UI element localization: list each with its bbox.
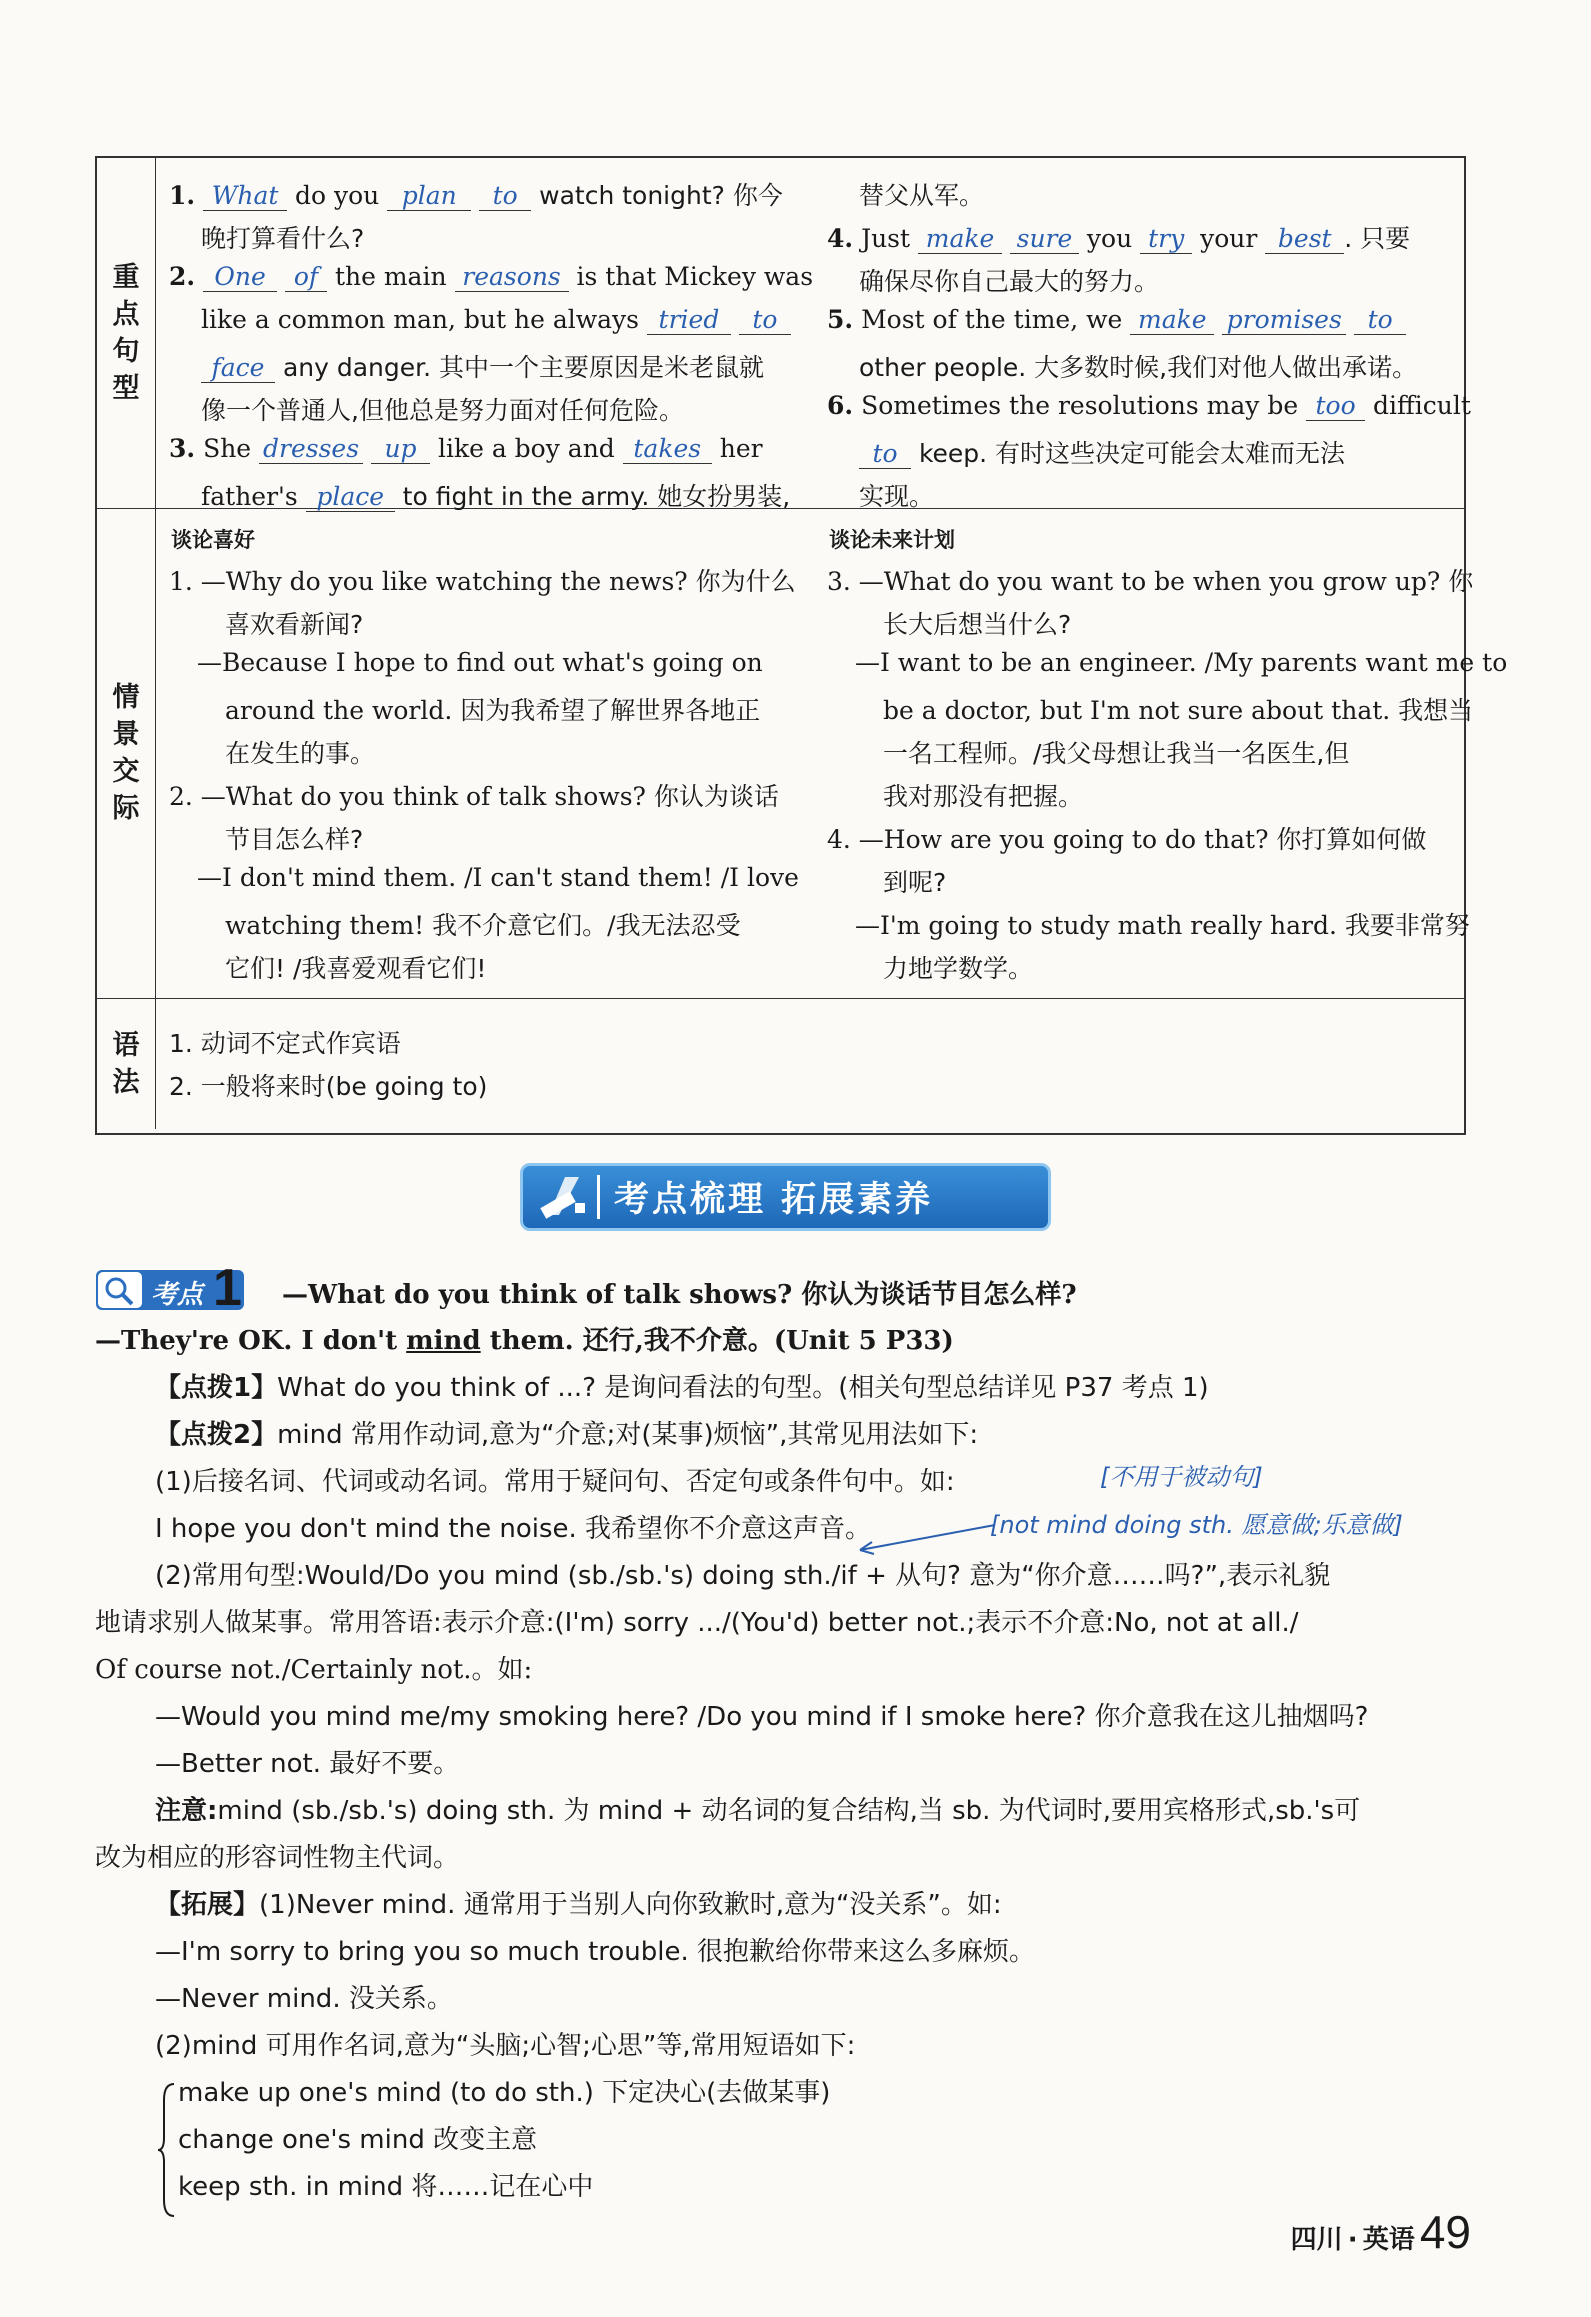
question-line: —What do you think of talk shows? 你认为谈话节目怎么样? (282, 1280, 1077, 1310)
answer-blank: promises (1222, 306, 1346, 335)
text: is that Mickey was (568, 262, 814, 291)
sentence-6-line2 (859, 434, 1345, 470)
example-line: —Never mind. 没关系。 (155, 1984, 453, 2014)
answer-blank: make (1130, 306, 1214, 335)
text: like a boy and (430, 434, 623, 463)
answer-blank: place (306, 483, 395, 512)
answer-blank: up (371, 435, 430, 464)
sentence-6 (827, 391, 1471, 421)
answer-blank: takes (623, 435, 712, 464)
answer-blank: plan (387, 182, 471, 211)
item-number: 4. (827, 224, 854, 253)
phrase-item: make up one's mind (to do sth.) 下定决心(去做某事) (178, 2078, 831, 2108)
item-number: 6. (827, 391, 854, 420)
answer-blank: to (859, 440, 911, 469)
sentence-2-line4: 像一个普通人,但他总是努力面对任何危险。 (201, 396, 684, 425)
tip-label: 【点拨2】 (155, 1420, 278, 1450)
dialogue-line: 力地学数学。 (883, 954, 1034, 983)
label-char: 法 (112, 1066, 140, 1098)
text (277, 262, 285, 291)
dialogue-line: around the world. 因为我希望了解世界各地正 (225, 696, 761, 725)
usage-1: (1)后接名词、代词或动名词。常用于疑问句、否定句或条件句中。如: (155, 1467, 955, 1497)
label-char: 情 (112, 682, 140, 713)
text: watch tonight? 你今 (531, 181, 783, 210)
text (1002, 224, 1010, 253)
subsection-title-likes: 谈论喜好 (171, 528, 255, 552)
text: —They're OK. I don't (95, 1326, 407, 1356)
text: them. 还行,我不介意。(Unit 5 P33) (480, 1326, 954, 1356)
page-number: 49 (1419, 2206, 1471, 2258)
text: the main (327, 262, 455, 291)
answer-blank: make (918, 225, 1002, 254)
text: difficult (1365, 391, 1471, 420)
text: like a common man, but he always (201, 305, 647, 334)
handwritten-note: [not mind doing sth. 愿意做;乐意做] (990, 1511, 1403, 1539)
extension-2: (2)mind 可用作名词,意为“头脑;心智;心思”等,常用短语如下: (155, 2031, 856, 2061)
brace-icon (158, 2080, 178, 2220)
answer-line (95, 1320, 954, 1357)
answer-blank: What (203, 182, 287, 211)
note-line-cont: 改为相应的形容词性物主代词。 (95, 1843, 460, 1873)
text: mind 常用作动词,意为“介意;对(某事)烦恼”,其常见用法如下: (277, 1420, 979, 1450)
sentence-2 (169, 262, 813, 292)
text: Most of the time, we (861, 305, 1131, 334)
kaodian-tag (95, 1259, 257, 1317)
text: your (1192, 224, 1266, 253)
pencil-ruler-icon (535, 1169, 591, 1225)
text: mind (sb./sb.'s) doing sth. 为 mind + 动名词的复合结构,当 sb. 为代词时,要用宾格形式,sb.'s可 (217, 1796, 1361, 1826)
answer-blank: to (739, 306, 791, 335)
text: her (711, 434, 763, 463)
text (731, 305, 739, 334)
sentence-1 (169, 176, 783, 212)
answer-blank: reasons (455, 263, 569, 292)
dialogue-line: 在发生的事。 (225, 739, 376, 768)
footer-subject: 英语 (1362, 2225, 1415, 2255)
label-char: 交 (112, 756, 140, 787)
text: Sometimes the resolutions may be (861, 391, 1307, 420)
example-line: —Better not. 最好不要。 (155, 1749, 460, 1779)
dialogue-line: 我对那没有把握。 (883, 782, 1084, 811)
label-char: 重 (112, 262, 140, 293)
sentence-6-line3: 实现。 (859, 482, 935, 511)
table-row-situational-dialogue (97, 508, 1508, 999)
answer-blank: One (203, 263, 277, 292)
dialogue-line: 一名工程师。/我父母想让我当一名医生,但 (883, 739, 1350, 768)
label-char: 点 (112, 299, 140, 330)
text: father's (201, 482, 306, 511)
label-char: 句 (112, 336, 140, 367)
footer-region: 四川 (1290, 2225, 1343, 2255)
dialogue-line: 节目怎么样? (225, 825, 364, 854)
answer-blank: sure (1010, 225, 1079, 254)
sentence-4-cont: 确保尽你自己最大的努力。 (859, 267, 1160, 296)
text (1214, 305, 1222, 334)
kaodian-number: 1 (213, 1259, 242, 1317)
grammar-item: 1. 动词不定式作宾语 (169, 1029, 401, 1058)
example-line: —Would you mind me/my smoking here? /Do you mind if I smoke here? 你介意我在这儿抽烟吗? (155, 1702, 1369, 1732)
answer-blank: dresses (259, 435, 363, 464)
text: keep. 有时这些决定可能会太难而无法 (911, 439, 1346, 468)
row-label-grammar (97, 998, 156, 1129)
answer-blank: tried (647, 306, 731, 335)
extension-1 (155, 1884, 1002, 1921)
page-footer (1291, 2205, 1471, 2259)
dialogue-line: 1. —Why do you like watching the news? 你为什么 (169, 567, 796, 596)
dialogue-line: be a doctor, but I'm not sure about that. 我想当 (883, 696, 1474, 725)
label-char: 型 (112, 373, 140, 404)
text: (1)Never mind. 通常用于当别人向你致歉时,意为“没关系”。如: (259, 1890, 1002, 1920)
dialogue-line: 它们! /我喜爱观看它们! (225, 954, 487, 983)
tip-2 (155, 1414, 978, 1451)
usage-1-example: I hope you don't mind the noise. 我希望你不介意这声音。 (155, 1514, 872, 1544)
text (471, 181, 479, 210)
text: do you (287, 181, 388, 210)
dialogue-line: 4. —How are you going to do that? 你打算如何做 (827, 825, 1427, 854)
grammar-item: 2. 一般将来时(be going to) (169, 1072, 488, 1101)
sentence-3 (169, 434, 763, 464)
handwritten-note: [不用于被动句] (1100, 1463, 1263, 1491)
answer-blank: too (1306, 392, 1365, 421)
table-row-key-sentences (97, 158, 1471, 511)
sentence-2-line2 (201, 305, 791, 335)
summary-table (95, 156, 1508, 1135)
banner-title: 考点梳理 拓展素养 (614, 1180, 934, 1220)
dialogue-line: 3. —What do you want to be when you grow up? 你 (827, 567, 1474, 596)
sentence-2-line3 (201, 348, 764, 384)
footer-separator: · (1347, 2225, 1358, 2255)
sentence-4 (827, 219, 1410, 255)
sentence-1-cont: 晚打算看什么? (201, 224, 365, 253)
phrase-item: change one's mind 改变主意 (178, 2125, 538, 2155)
note-label: 注意: (155, 1796, 218, 1826)
row-label-dialogue (97, 508, 156, 998)
dialogue-line: 长大后想当什么? (883, 610, 1072, 639)
label-char: 景 (112, 719, 140, 750)
label-char: 际 (112, 793, 140, 824)
answer-blank: best (1265, 225, 1344, 254)
text (1346, 305, 1354, 334)
subsection-title-plans: 谈论未来计划 (829, 528, 955, 552)
text: to fight in the army. 她女扮男装, (394, 482, 791, 511)
dialogue-line: —I'm going to study math really hard. 我要非常努 (855, 911, 1470, 940)
underlined-word: mind (406, 1326, 481, 1356)
usage-2: (2)常用句型:Would/Do you mind (sb./sb.'s) doing sth./if + 从句? 意为“你介意……吗?”,表示礼貌 (155, 1561, 1331, 1591)
usage-2-cont: 地请求别人做某事。常用答语:表示介意:(I'm) sorry .../(You'd) better not.;表示不介意:No, not at all./ (95, 1608, 1299, 1638)
row-label-key-sentences (97, 158, 156, 508)
text: you (1078, 224, 1141, 253)
note-line (155, 1790, 1360, 1827)
text: . 只要 (1344, 224, 1411, 253)
text (363, 434, 371, 463)
sentence-3-line3: 替父从军。 (859, 181, 985, 210)
kaodian-label: 考点 (151, 1280, 204, 1310)
answer-blank: of (285, 263, 327, 292)
sentence-5 (827, 305, 1406, 335)
dialogue-line: —I don't mind them. /I can't stand them! /I love (197, 863, 799, 892)
text: Just (861, 224, 919, 253)
answer-blank: to (479, 182, 531, 211)
text: What do you think of ...? 是询问看法的句型。(相关句型总结详见 P37 考点 1) (277, 1373, 1209, 1403)
dialogue-line: 到呢? (883, 868, 947, 897)
sentence-5-cont: other people. 大多数时候,我们对他人做出承诺。 (859, 353, 1418, 382)
table-row-grammar (97, 998, 1464, 1129)
extension-label: 【拓展】 (155, 1890, 260, 1920)
dialogue-line: 喜欢看新闻? (225, 610, 364, 639)
answer-blank: face (201, 354, 275, 383)
section-banner (520, 1163, 1051, 1231)
answer-blank: try (1140, 225, 1192, 254)
dialogue-line: watching them! 我不介意它们。/我无法忍受 (225, 911, 741, 940)
dialogue-line: —I want to be an engineer. /My parents want me to (855, 648, 1508, 677)
label-char: 语 (112, 1029, 140, 1061)
phrase-item: keep sth. in mind 将……记在心中 (178, 2172, 594, 2202)
item-number: 3. (169, 434, 196, 463)
item-number: 5. (827, 305, 854, 334)
usage-2-cont: Of course not./Certainly not.。如: (95, 1655, 533, 1685)
example-line: —I'm sorry to bring you so much trouble. 很抱歉给你带来这么多麻烦。 (155, 1937, 1036, 1967)
text: She (203, 434, 260, 463)
dialogue-line: 2. —What do you think of talk shows? 你认为谈话 (169, 782, 779, 811)
annotation-arrow (850, 1520, 1000, 1560)
dialogue-line: —Because I hope to find out what's going on (197, 648, 763, 677)
tip-label: 【点拨1】 (155, 1373, 278, 1403)
item-number: 2. (169, 262, 196, 291)
text: any danger. 其中一个主要原因是米老鼠就 (275, 353, 765, 382)
banner-divider (597, 1175, 600, 1219)
tip-1 (155, 1367, 1209, 1404)
answer-blank: to (1354, 306, 1406, 335)
item-number: 1. (169, 181, 196, 210)
